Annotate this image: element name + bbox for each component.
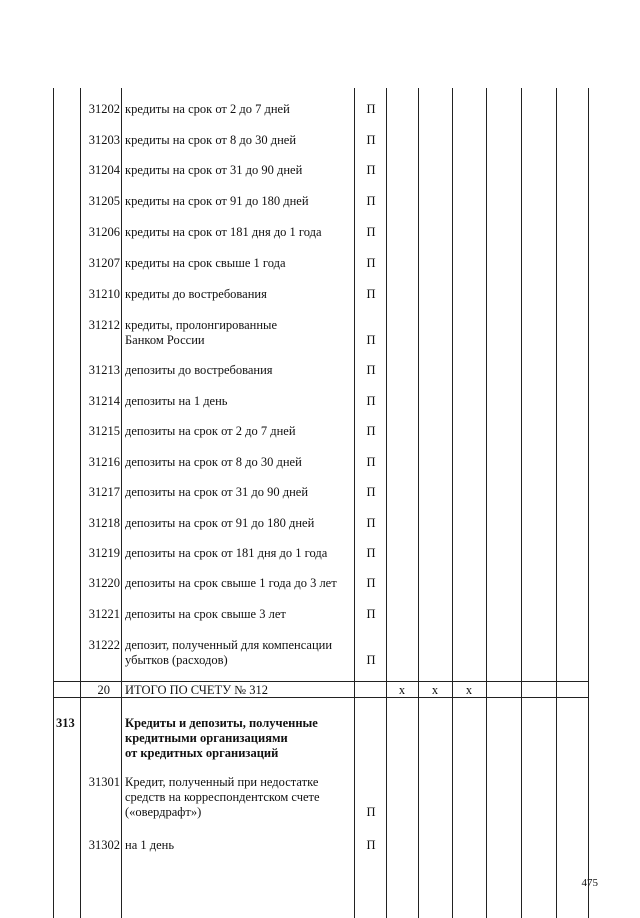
account-name: депозиты на срок от 2 до 7 дней [125,424,296,438]
account-sign: П [366,102,376,116]
account-name: кредиты на срок от 8 до 30 дней [125,133,297,147]
total-label: ИТОГО ПО СЧЕТУ № 312 [125,683,268,697]
account-code: 31217 [88,485,120,499]
account-name-line: («овердрафт») [125,805,202,819]
account-name: кредиты на срок от 31 до 90 дней [125,163,303,177]
account-name: депозиты до востребования [125,363,273,377]
account-name: депозиты на срок от 181 дня до 1 года [125,546,328,560]
account-sign: П [366,576,376,590]
account-name: депозиты на 1 день [125,394,228,408]
account-name-line: кредиты, пролонгированные [125,318,277,332]
account-name-line: средств на корреспондентском счете [125,790,320,804]
account-sign: П [366,394,376,408]
account-sign: П [366,607,376,621]
total-mark: х [398,683,406,697]
account-name: кредиты на срок от 2 до 7 дней [125,102,290,116]
account-name [125,638,350,668]
account-name: депозиты на срок от 31 до 90 дней [125,485,309,499]
section-number: 313 [56,716,75,730]
section-title-line: от кредитных организаций [125,746,279,760]
section-title-line: кредитными организациями [125,731,288,745]
account-sign: П [366,546,376,560]
table-divider-col5 [556,88,557,918]
account-sign: П [366,838,376,852]
account-code: 31220 [88,576,120,590]
table-divider-code [121,88,122,918]
total-code: 20 [97,683,110,697]
account-code: 31213 [88,363,120,377]
account-code: 31206 [88,225,120,239]
total-mark: х [431,683,439,697]
table-divider-group [80,88,81,918]
table-divider-name [354,88,355,918]
account-name: кредиты на срок от 91 до 180 дней [125,194,309,208]
account-code: 31218 [88,516,120,530]
account-sign: П [366,455,376,469]
account-sign: П [366,133,376,147]
table-border-left [53,88,54,918]
account-name: депозиты на срок свыше 3 лет [125,607,286,621]
table-divider-sign [386,88,387,918]
total-row-top-border [53,681,589,682]
account-code: 31203 [88,133,120,147]
account-sign: П [366,333,376,347]
table-divider-col4 [521,88,522,918]
account-name-line: Кредит, полученный при недостатке [125,775,319,789]
account-sign: П [366,256,376,270]
account-sign: П [366,163,376,177]
account-sign: П [366,805,376,819]
account-code: 31302 [88,838,120,852]
table-divider-col2 [452,88,453,918]
account-sign: П [366,516,376,530]
account-name: депозиты на срок от 8 до 30 дней [125,455,302,469]
total-mark: х [465,683,473,697]
account-code: 31219 [88,546,120,560]
account-code: 31216 [88,455,120,469]
account-name: депозиты на срок свыше 1 года до 3 лет [125,576,337,590]
account-code: 31222 [88,638,120,652]
table-divider-col3 [486,88,487,918]
account-code: 31221 [88,607,120,621]
account-sign: П [366,424,376,438]
account-name: на 1 день [125,838,175,852]
section-title-line: Кредиты и депозиты, полученные [125,716,318,730]
section-title [125,716,350,761]
account-name: кредиты на срок от 181 дня до 1 года [125,225,322,239]
account-name [125,318,350,348]
account-name-line: депозит, полученный для компенсации [125,638,333,652]
account-code: 31202 [88,102,120,116]
account-sign: П [366,653,376,667]
account-code: 31215 [88,424,120,438]
account-code: 31204 [88,163,120,177]
account-name: кредиты до востребования [125,287,267,301]
account-name: кредиты на срок свыше 1 года [125,256,286,270]
account-code: 31207 [88,256,120,270]
page-number: 475 [581,877,598,889]
account-code: 31212 [88,318,120,332]
account-sign: П [366,225,376,239]
account-sign: П [366,194,376,208]
account-name-line: Банком России [125,333,205,347]
account-code: 31205 [88,194,120,208]
table-divider-col1 [418,88,419,918]
account-code: 31301 [88,775,120,789]
account-name: депозиты на срок от 91 до 180 дней [125,516,315,530]
table-border-right [588,88,589,918]
account-name-line: убытков (расходов) [125,653,228,667]
account-code: 31214 [88,394,120,408]
account-sign: П [366,287,376,301]
account-name [125,775,350,820]
account-code: 31210 [88,287,120,301]
account-sign: П [366,485,376,499]
account-sign: П [366,363,376,377]
